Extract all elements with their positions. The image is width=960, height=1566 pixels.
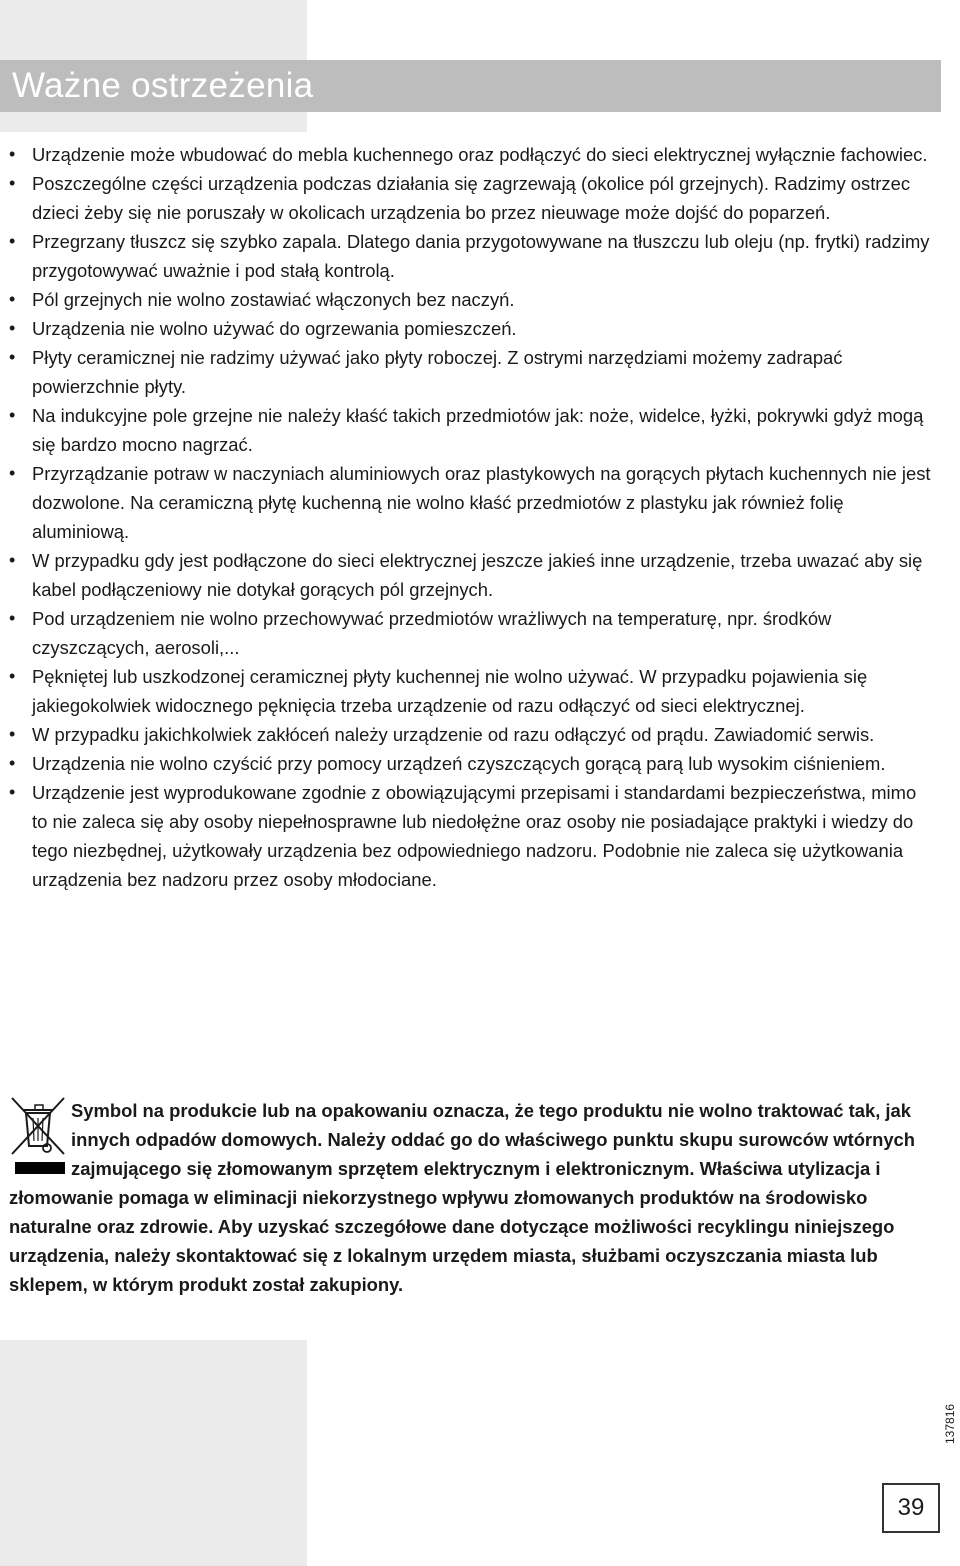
bullet-icon: • <box>9 318 16 338</box>
weee-notice <box>9 1096 934 1299</box>
list-item <box>0 778 940 894</box>
list-item-text: Na indukcyjne pole grzejne nie należy kłaść takich przedmiotów jak: noże, widelce, łyżki, pokrywki gdyż mogą się bardzo mocno nagrzać. <box>32 405 924 455</box>
bullet-icon: • <box>9 724 16 744</box>
list-item-text: Urządzenia nie wolno używać do ogrzewania pomieszczeń. <box>32 318 517 339</box>
bullet-icon: • <box>9 463 16 483</box>
list-item <box>0 401 940 459</box>
page-number: 39 <box>882 1483 940 1533</box>
list-item <box>0 720 940 749</box>
list-item <box>0 546 940 604</box>
list-item <box>0 140 940 169</box>
list-item <box>0 749 940 778</box>
bullet-icon: • <box>9 753 16 773</box>
list-item-text: W przypadku jakichkolwiek zakłóceń należy urządzenie od razu odłączyć od prądu. Zawiadomić serwis. <box>32 724 875 745</box>
list-item <box>0 169 940 227</box>
list-item-text: Przyrządzanie potraw w naczyniach aluminiowych oraz plastykowych na gorących płytach kuchennych nie jest dozwolone. Na ceramiczną płytę kuchenną nie wolno kłaść przedmiotów z plastyku jak również folię aluminiową. <box>32 463 931 542</box>
crossed-out-wheelie-bin-icon <box>9 1096 69 1182</box>
document-code: 137816 <box>943 1403 957 1444</box>
weee-text: Symbol na produkcie lub na opakowaniu oznacza, że tego produktu nie wolno traktować tak, jak innych odpadów domowych. Należy oddać go do właściwego punktu skupu surowców wtórnych zajmującego się złomowanym sprzętem elektrycznym i elektronicznym. Właściwa utylizacja i złomowanie pomaga w eliminacji niekorzystnego wpływu złomowanych produktów na środowisko naturalne oraz zdrowie. Aby uzyskać szczegółowe dane dotyczące możliwości recyklingu niniejszego urządzenia, należy skontaktować się z lokalnym urzędem miasta, służbami oczyszczania miasta lub sklepem, w którym produkt został zakupiony. <box>9 1100 916 1295</box>
list-item <box>0 285 940 314</box>
weee-symbol-wrapper <box>9 1096 71 1182</box>
list-item <box>0 314 940 343</box>
list-item <box>0 227 940 285</box>
bullet-icon: • <box>9 550 16 570</box>
page-title: Ważne ostrzeżenia <box>12 66 314 105</box>
list-item-text: Pod urządzeniem nie wolno przechowywać przedmiotów wrażliwych na temperaturę, npr. środków czyszczących, aerosoli,... <box>32 608 832 658</box>
bullet-icon: • <box>9 608 16 628</box>
list-item-text: Pękniętej lub uszkodzonej ceramicznej płyty kuchennej nie wolno używać. W przypadku pojawienia się jakiegokolwiek widocznego pęknięcia trzeba urządzenie od razu odłączyć od sieci elektrycznej. <box>32 666 868 716</box>
list-item-text: Urządzenie jest wyprodukowane zgodnie z obowiązującymi przepisami i standardami bezpieczeństwa, mimo to nie zaleca się aby osoby niepełnosprawne lub niedołężne oraz osoby nie posiadające praktyki i wiedzy do tego niezbędnej, użytkowały urządzenia bez odpowiedniego nadzoru. Podobnie nie zaleca się użytkowania urządzenia bez nadzoru przez osoby młodociane. <box>32 782 917 890</box>
bullet-icon: • <box>9 666 16 686</box>
bullet-icon: • <box>9 347 16 367</box>
list-item-text: Urządzenia nie wolno czyścić przy pomocy urządzeń czyszczących gorącą parą lub wysokim ciśnieniem. <box>32 753 886 774</box>
bullet-icon: • <box>9 144 16 164</box>
warnings-list <box>0 140 940 894</box>
bullet-icon: • <box>9 782 16 802</box>
list-item <box>0 343 940 401</box>
list-item-text: W przypadku gdy jest podłączone do sieci elektrycznej jeszcze jakieś inne urządzenie, trzeba uwazać aby się kabel podłączeniowy nie dotykał gorących pól grzejnych. <box>32 550 923 600</box>
list-item-text: Pól grzejnych nie wolno zostawiać włączonych bez naczyń. <box>32 289 515 310</box>
bullet-icon: • <box>9 405 16 425</box>
list-item-text: Przegrzany tłuszcz się szybko zapala. Dlatego dania przygotowywane na tłuszczu lub oleju (np. frytki) radzimy przygotowywać uważnie i pod stałą kontrolą. <box>32 231 930 281</box>
list-item <box>0 459 940 546</box>
title-bar <box>0 60 941 112</box>
list-item <box>0 604 940 662</box>
bullet-icon: • <box>9 173 16 193</box>
side-strip-bottom <box>0 1340 307 1566</box>
bullet-icon: • <box>9 289 16 309</box>
list-item-text: Płyty ceramicznej nie radzimy używać jako płyty roboczej. Z ostrymi narzędziami możemy zadrapać powierzchnie płyty. <box>32 347 843 397</box>
list-item-text: Urządzenie może wbudować do mebla kuchennego oraz podłączyć do sieci elektrycznej wyłącznie fachowiec. <box>32 144 928 165</box>
bullet-icon: • <box>9 231 16 251</box>
list-item-text: Poszczególne części urządzenia podczas działania się zagrzewają (okolice pól grzejnych). Radzimy ostrzec dzieci żeby się nie poruszały w okolicach urządzenia bo przez nieuwage może dojść do poparzeń. <box>32 173 911 223</box>
list-item <box>0 662 940 720</box>
